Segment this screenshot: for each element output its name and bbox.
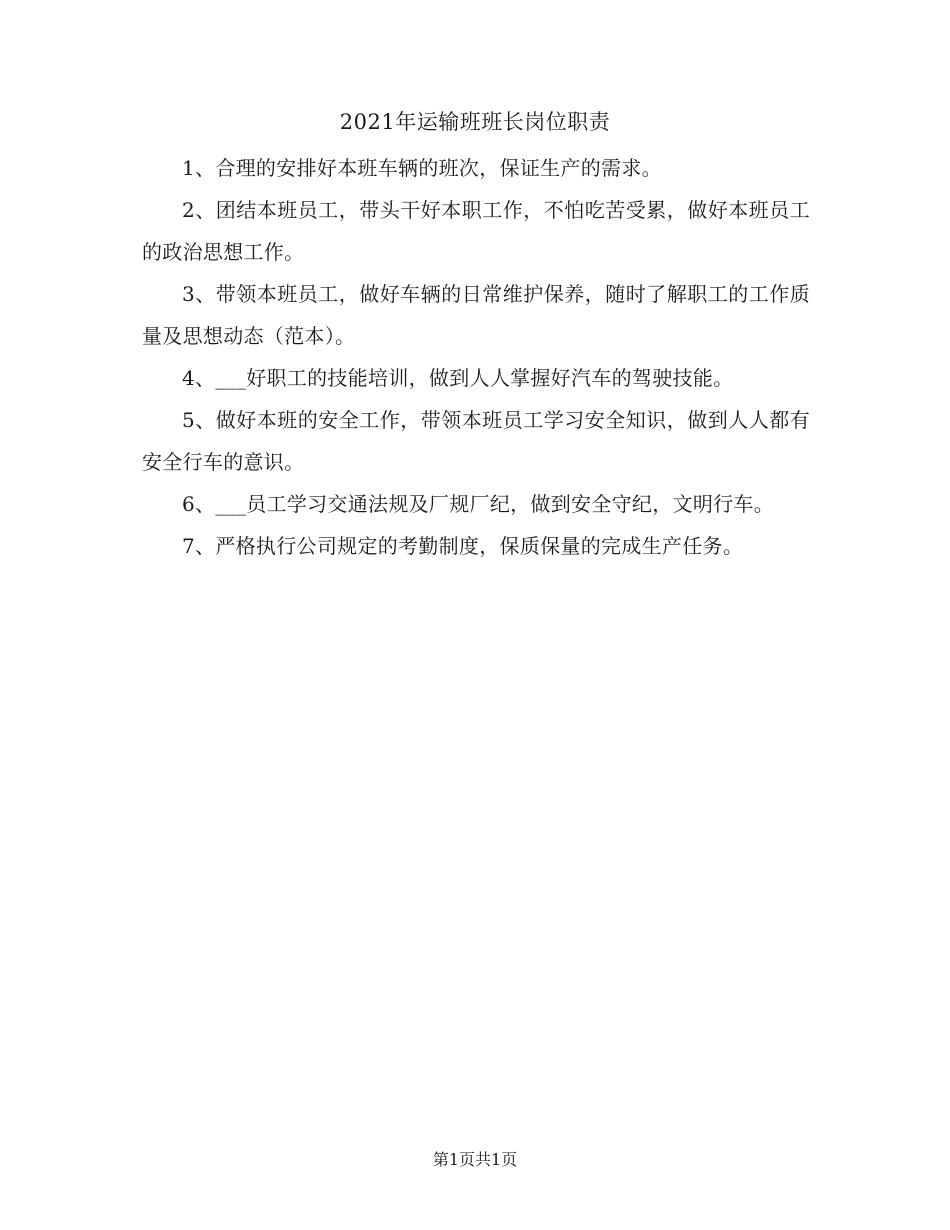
- paragraph-7: 7、严格执行公司规定的考勤制度，保质保量的完成生产任务。: [182, 534, 744, 558]
- paragraph-4: 4、___好职工的技能培训，做到人人掌握好汽车的驾驶技能。: [182, 366, 734, 390]
- paragraph-3: 3、带领本班员工，做好车辆的日常维护保养，随时了解职工的工作质量及思想动态（范本）。: [142, 282, 810, 348]
- paragraph-6: 6、___员工学习交通法规及厂规厂纪，做到安全守纪，文明行车。: [182, 492, 775, 516]
- paragraph-1: 1、合理的安排好本班车辆的班次，保证生产的需求。: [182, 156, 662, 180]
- paragraph-2: 2、团结本班员工，带头干好本职工作，不怕吃苦受累，做好本班员工的政治思想工作。: [142, 198, 810, 264]
- paragraph-5: 5、做好本班的安全工作，带领本班员工学习安全知识，做到人人都有安全行车的意识。: [142, 408, 810, 474]
- document-title: 2021年运输班班长岗位职责: [339, 110, 611, 134]
- document-body: [142, 147, 810, 567]
- page-number-footer: 第1页共1页: [432, 1150, 518, 1169]
